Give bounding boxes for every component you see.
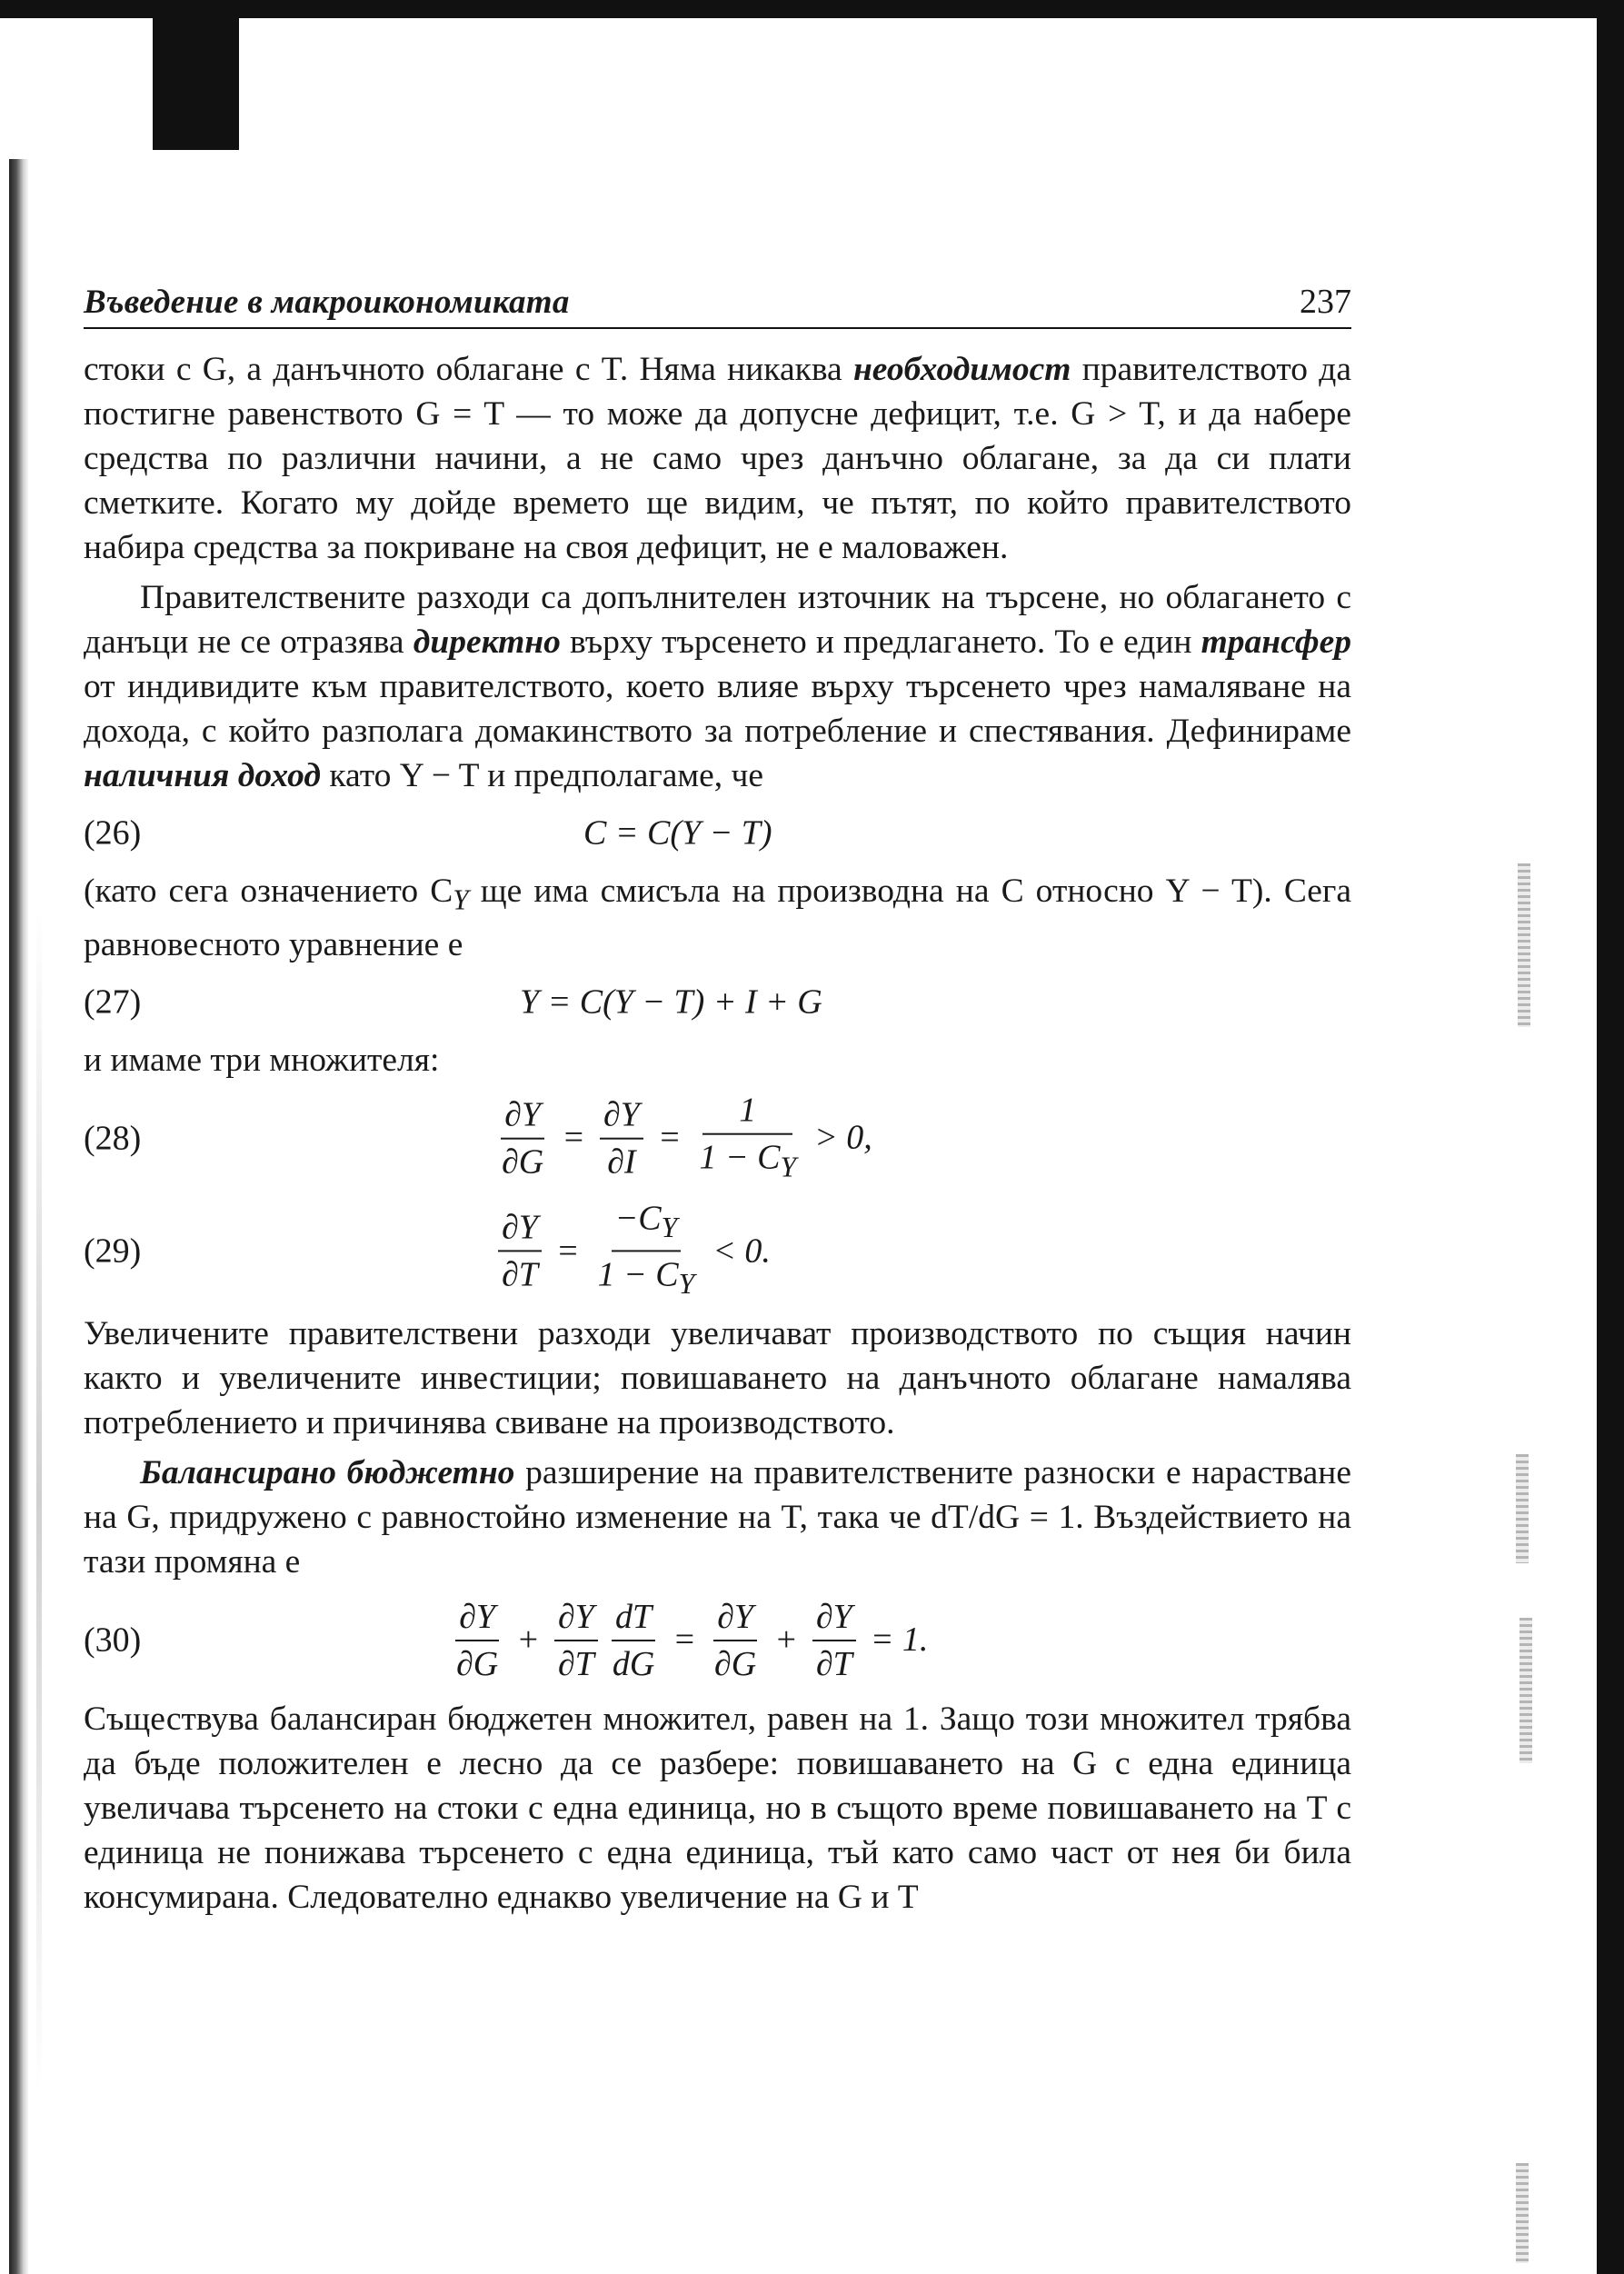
scan-noise-right bbox=[1518, 863, 1530, 1027]
scan-border-left bbox=[9, 159, 29, 2274]
emphasis-necessity: необходимост bbox=[852, 351, 1071, 388]
fraction: $\frac{1}{1 - C_Y}$ bbox=[699, 1091, 797, 1182]
equation-28 bbox=[84, 1082, 1351, 1195]
fraction: $\frac{\partial Y}{\partial T}$ bbox=[812, 1596, 856, 1685]
emphasis-directly: директно bbox=[413, 623, 561, 661]
equation-number: (26) bbox=[84, 813, 142, 853]
equation-number: (30) bbox=[84, 1621, 142, 1659]
equation-body: C = C(Y − T) bbox=[583, 813, 772, 853]
emphasis-balanced-budget: Балансирано бюджетно bbox=[140, 1453, 515, 1491]
paragraph-3: (като сега означението $C_Y$ ще има смисъла на производна на C относно Y − T). Сега равновесното уравнение е bbox=[84, 873, 1351, 963]
emphasis-disposable-income: наличния доход bbox=[84, 757, 321, 794]
emphasis-transfer: трансфер bbox=[1201, 623, 1352, 661]
fraction: $\frac{dT}{dG}$ bbox=[612, 1597, 655, 1683]
equation-body: Y = C(Y − T) + I + G bbox=[520, 982, 822, 1021]
equation-27 bbox=[84, 967, 1351, 1038]
paragraph-4: и имаме три множителя: bbox=[84, 1041, 440, 1079]
equation-number: (28) bbox=[84, 1119, 142, 1157]
scan-border-top bbox=[0, 0, 1624, 18]
paragraph-5: Увеличените правителствени разходи увеличават производството по същия начин както и увеличените инвестиции; повишаването на данъчното облагане намалява потреблението и причинява свиване на производството. bbox=[84, 1314, 1351, 1441]
paragraph-7: Съществува балансиран бюджетен множител, равен на 1. Защо този множител трябва да бъде положителен е лесно да се разбере: повишаването на G с една единица увеличава търсенето на стоки с една единица, но в същото време повишаването на T с единица не понижава търсенето с една единица, тъй като само част от нея би била консумирана. Следователно еднакво увеличение на G и T bbox=[84, 1700, 1351, 1916]
equation-body: $\frac{\partial Y}{\partial T}$ = $\frac{-C_Y}{1 - C_Y}$ < 0. bbox=[493, 1197, 780, 1305]
fraction: $\frac{\partial Y}{\partial T}$ bbox=[554, 1596, 598, 1685]
equation-29 bbox=[84, 1195, 1351, 1308]
fraction: $\frac{\partial Y}{\partial T}$ bbox=[498, 1207, 542, 1296]
book-page bbox=[84, 273, 1351, 1920]
page-number: 237 bbox=[1300, 283, 1351, 321]
scan-shadow-left bbox=[36, 909, 42, 2090]
fraction: $\frac{\partial Y}{\partial I}$ bbox=[600, 1094, 643, 1183]
paragraph-2: Правителствените разходи са допълнителен източник на търсене, но облагането с данъци не се отразява директно върху търсенето и предлагането. То е един трансфер от индивидите към правителството, което влияе върху търсенето чрез намаляване на дохода, с който разполага домакинството за потребление и спестявания. Дефинираме наличния доход като Y − T и предполагаме, че bbox=[84, 579, 1352, 794]
running-header bbox=[84, 273, 1351, 329]
body-text bbox=[84, 347, 1351, 1920]
paragraph-6: Балансирано бюджетно разширение на правителствените разноски е нарастване на G, придружено с равностойно изменение на T, така че dT/dG = 1. Въздействието на тази промяна е bbox=[84, 1453, 1352, 1581]
scan-noise-right bbox=[1516, 2163, 1529, 2263]
fraction: $\frac{-C_Y}{1 - C_Y}$ bbox=[597, 1198, 695, 1301]
fraction: $\frac{\partial Y}{\partial G}$ bbox=[456, 1597, 499, 1683]
equation-number: (29) bbox=[84, 1232, 142, 1270]
equation-30 bbox=[84, 1584, 1351, 1697]
scan-border-right bbox=[1597, 0, 1624, 2274]
scan-noise-right bbox=[1519, 1618, 1532, 1763]
equation-body: $\frac{\partial Y}{\partial G}$ + $\frac{\partial Y}{\partial T}$ $\frac{dT}{dG}$ = $\frac{\partial Y}{\partial G}$ + $\frac{\partial Y}{\partial T}$ = 1. bbox=[447, 1596, 937, 1685]
scan-noise-right bbox=[1516, 1454, 1529, 1563]
fraction: $\frac{\partial Y}{\partial G}$ bbox=[713, 1597, 757, 1683]
equation-26 bbox=[84, 798, 1351, 869]
equation-number: (27) bbox=[84, 982, 142, 1021]
chapter-title: Въведение в макроикономиката bbox=[84, 284, 570, 321]
fraction: $\frac{\partial Y}{\partial G}$ bbox=[502, 1095, 544, 1182]
paragraph-1: стоки с G, а данъчното облагане с T. Няма никаква необходимост правителството да постигне равенството G = T — то може да допусне дефицит, т.е. G > T, и да набере средства по различни начини, а не само чрез данъчно облагане, за да си плати сметките. Когато му дойде времето ще видим, че пътят, по който правителството набира средства за покриване на своя дефицит, не е маловажен. bbox=[84, 351, 1352, 566]
equation-body: $\frac{\partial Y}{\partial G}$ = $\frac{\partial Y}{\partial I}$ = $\frac{1}{1 - C_Y}$ > 0, bbox=[493, 1089, 882, 1188]
scan-corner-mark bbox=[153, 18, 239, 150]
